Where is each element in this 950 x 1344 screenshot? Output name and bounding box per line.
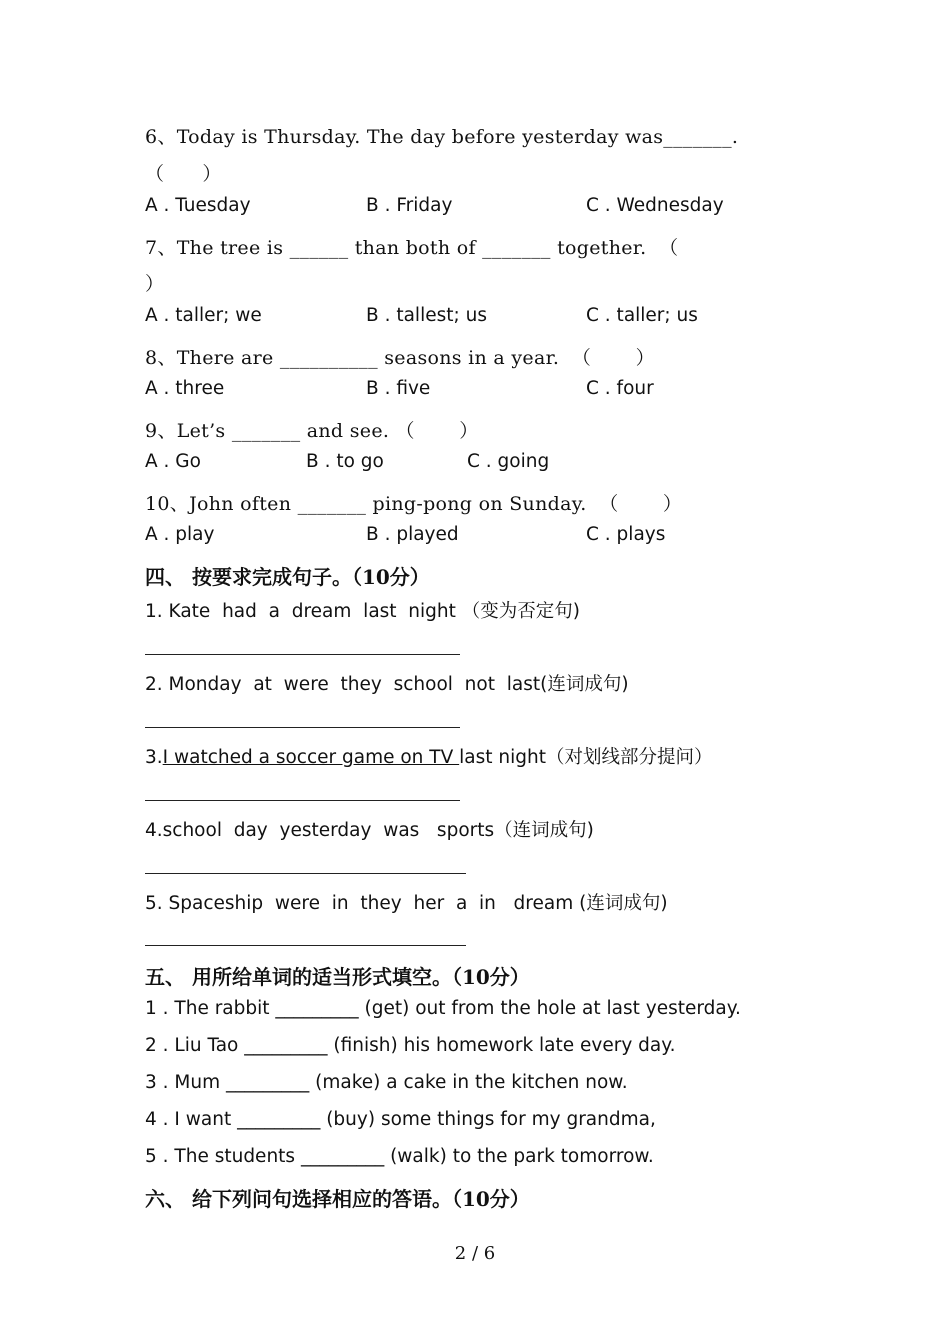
section-5-item-3: 3 . Mum _________ (make) a cake in the kitchen now.: [145, 1072, 628, 1093]
question-7-answer-paren: ）: [145, 273, 165, 295]
question-7-option-a: A . taller; we: [145, 305, 262, 326]
item-3-suffix: last night（对划线部分提问）: [459, 747, 713, 768]
section-4-item-5: 5. Spaceship were in they her a in dream (连词成句): [145, 893, 668, 914]
section-5-item-2: 2 . Liu Tao _________ (finish) his homework late every day.: [145, 1035, 676, 1056]
answer-line-1: [145, 654, 460, 655]
question-6-option-b: B . Friday: [366, 195, 453, 216]
section-5-item-1: 1 . The rabbit _________ (get) out from the hole at last yesterday.: [145, 998, 741, 1019]
question-8-stem: 8、There are __________ seasons in a year. （ ）: [145, 347, 655, 369]
page-number: 2 / 6: [454, 1243, 496, 1264]
question-7-stem: 7、The tree is ______ than both of _______ together. （: [145, 237, 679, 259]
question-10-option-a: A . play: [145, 524, 215, 545]
question-10-option-b: B . played: [366, 524, 459, 545]
item-3-prefix: 3.: [145, 747, 163, 768]
question-8-option-a: A . three: [145, 378, 225, 399]
section-5-item-5: 5 . The students _________ (walk) to the park tomorrow.: [145, 1146, 654, 1167]
section-5-heading: 五、 用所给单词的适当形式填空。（10分）: [145, 965, 530, 989]
question-6-answer-paren: （ ）: [145, 163, 222, 185]
section-6-heading: 六、 给下列问句选择相应的答语。（10分）: [145, 1187, 530, 1211]
answer-line-2: [145, 727, 460, 728]
answer-line-3: [145, 800, 460, 801]
section-4-item-3: [145, 743, 712, 769]
answer-line-5: [145, 945, 466, 946]
question-8-option-c: C . four: [586, 378, 654, 399]
question-9-stem: 9、Let’s _______ and see. （ ）: [145, 420, 479, 442]
item-3-underlined-part: I watched a soccer game on TV: [162, 747, 460, 768]
question-9-option-a: A . Go: [145, 451, 201, 472]
section-5-item-4: 4 . I want _________ (buy) some things for my grandma,: [145, 1109, 656, 1130]
section-4-item-1: 1. Kate had a dream last night （变为否定句): [145, 601, 580, 622]
question-10-option-c: C . plays: [586, 524, 666, 545]
section-4-item-4: 4.school day yesterday was sports（连词成句): [145, 820, 594, 841]
question-6-option-c: C . Wednesday: [586, 195, 724, 216]
question-9-option-c: C . going: [467, 451, 550, 472]
question-8-option-b: B . five: [366, 378, 431, 399]
question-7-option-c: C . taller; us: [586, 305, 698, 326]
section-4-heading: 四、 按要求完成句子。（10分）: [145, 565, 430, 589]
question-9-option-b: B . to go: [306, 451, 384, 472]
question-6-stem: 6、Today is Thursday. The day before yesterday was_______.: [145, 126, 739, 148]
section-4-item-2: 2. Monday at were they school not last(连词成句): [145, 674, 629, 695]
answer-line-4: [145, 873, 466, 874]
question-7-option-b: B . tallest; us: [366, 305, 487, 326]
question-6-option-a: A . Tuesday: [145, 195, 251, 216]
question-10-stem: 10、John often _______ ping-pong on Sunday. （ ）: [145, 493, 683, 515]
